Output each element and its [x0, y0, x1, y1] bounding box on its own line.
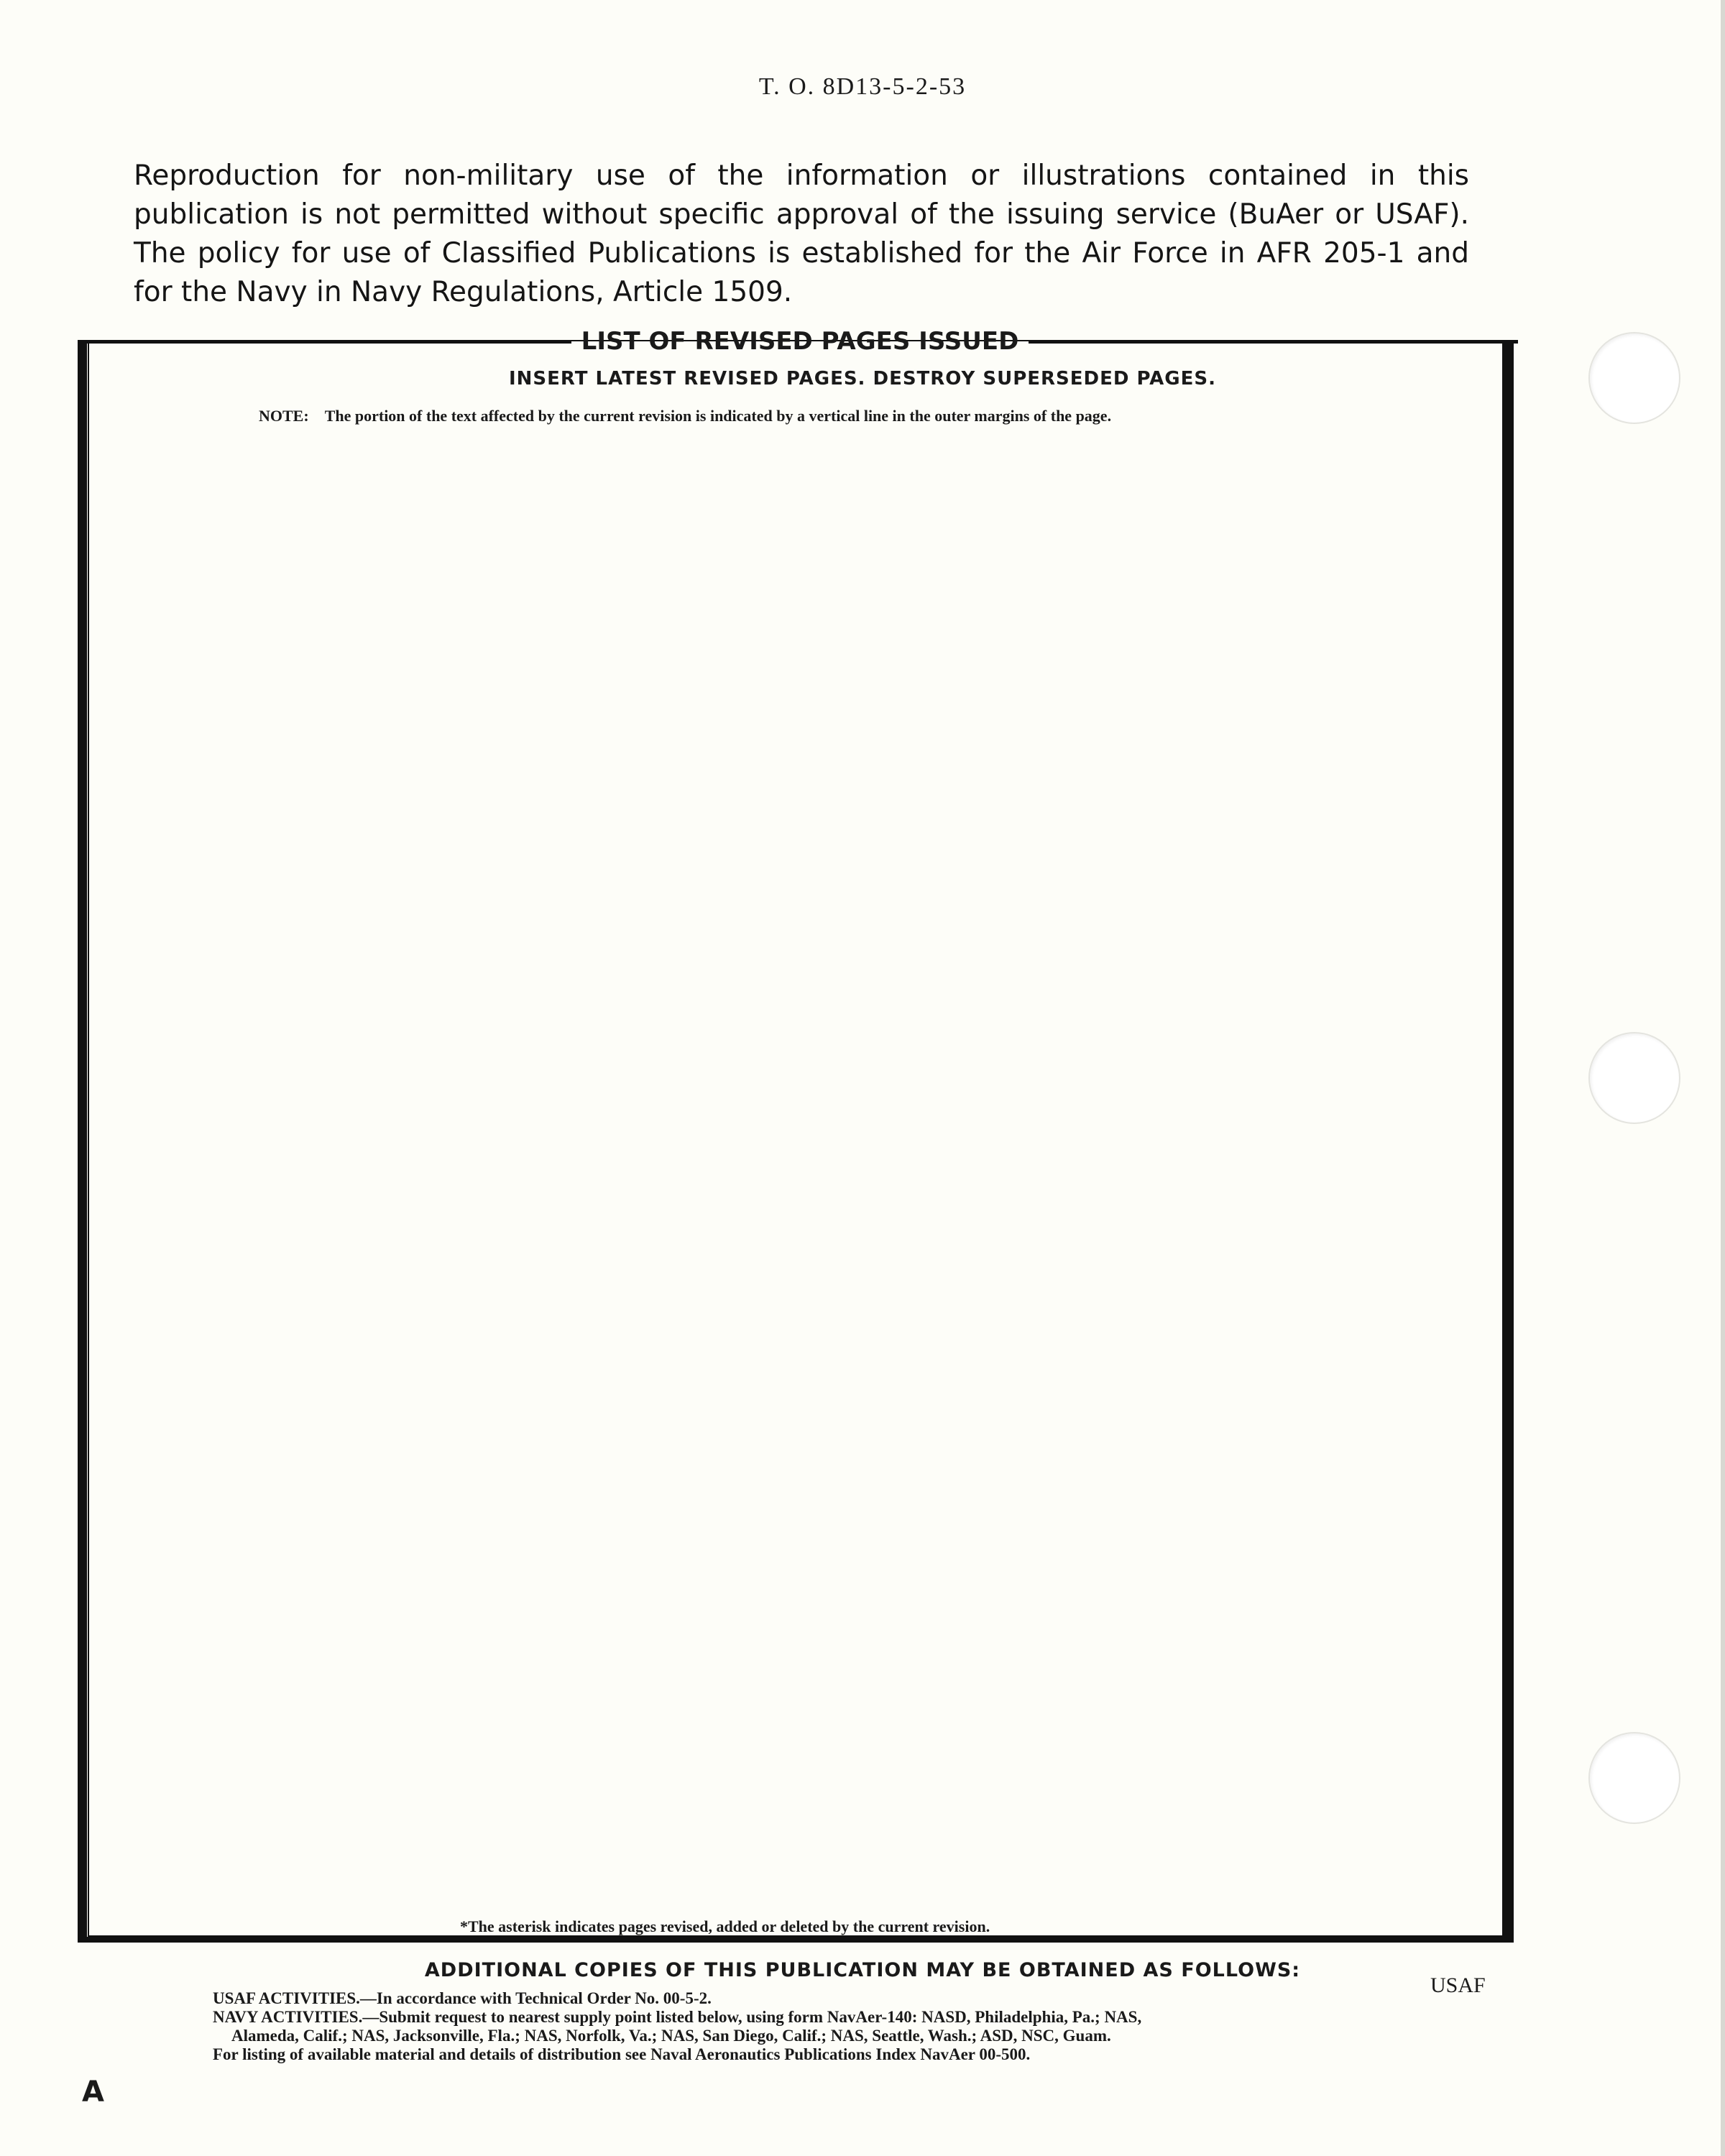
technical-order-number: T. O. 8D13-5-2-53: [758, 73, 967, 100]
note-text: The portion of the text affected by the current revision is indicated by a vertical line in the outer margins of the page.: [324, 407, 1112, 425]
revision-note: [259, 407, 1111, 425]
asterisk-note: *The asterisk indicates pages revised, added or deleted by the current revision.: [460, 1917, 990, 1935]
revised-pages-title-row: [82, 323, 1518, 359]
page-letter: A: [82, 2076, 104, 2109]
page-edge-shadow: [1721, 0, 1725, 2156]
title-rule-right: [1029, 340, 1518, 344]
revised-pages-title: LIST OF REVISED PAGES ISSUED: [581, 327, 1019, 356]
binder-hole-middle: [1588, 1032, 1680, 1124]
note-label: NOTE:: [259, 407, 309, 425]
distribution-instructions: [213, 1989, 1435, 2064]
service-mark: USAF: [1430, 1973, 1486, 1997]
additional-copies-heading: ADDITIONAL COPIES OF THIS PUBLICATION MAY BE OBTAINED AS FOLLOWS:: [424, 1959, 1301, 1981]
publications-index-line: For listing of available material and details of distribution see Naval Aeronautics Publications Index NavAer 00-500.: [213, 2045, 1031, 2063]
navy-activities-continuation: Alameda, Calif.; NAS, Jacksonville, Fla.; NAS, Norfolk, Va.; NAS, San Diego, Calif.; NAS, Seattle, Wash.; ASD, NSC, Guam.: [231, 2027, 1111, 2045]
reproduction-notice: Reproduction for non-military use of the information or illustrations contained in this publication is not permitted without specific approval of the issuing service (BuAer or USAF). The policy for use of Classified Publications is established for the Air Force in AFR 205-1 and for the Navy in Navy Regulations, Article 1509.: [134, 160, 1469, 308]
revised-pages-box-inner-frame: [88, 340, 1504, 1937]
navy-activities-line: NAVY ACTIVITIES.—Submit request to nearest supply point listed below, using form NavAer-140: NASD, Philadelphia, Pa.; NAS,: [213, 2008, 1142, 2026]
usaf-activities-line: USAF ACTIVITIES.—In accordance with Technical Order No. 00-5-2.: [213, 1989, 712, 2007]
binder-hole-top: [1588, 332, 1680, 424]
insert-instruction: INSERT LATEST REVISED PAGES. DESTROY SUPERSEDED PAGES.: [509, 368, 1216, 390]
title-rule-left: [82, 340, 571, 344]
binder-hole-bottom: [1588, 1732, 1680, 1824]
